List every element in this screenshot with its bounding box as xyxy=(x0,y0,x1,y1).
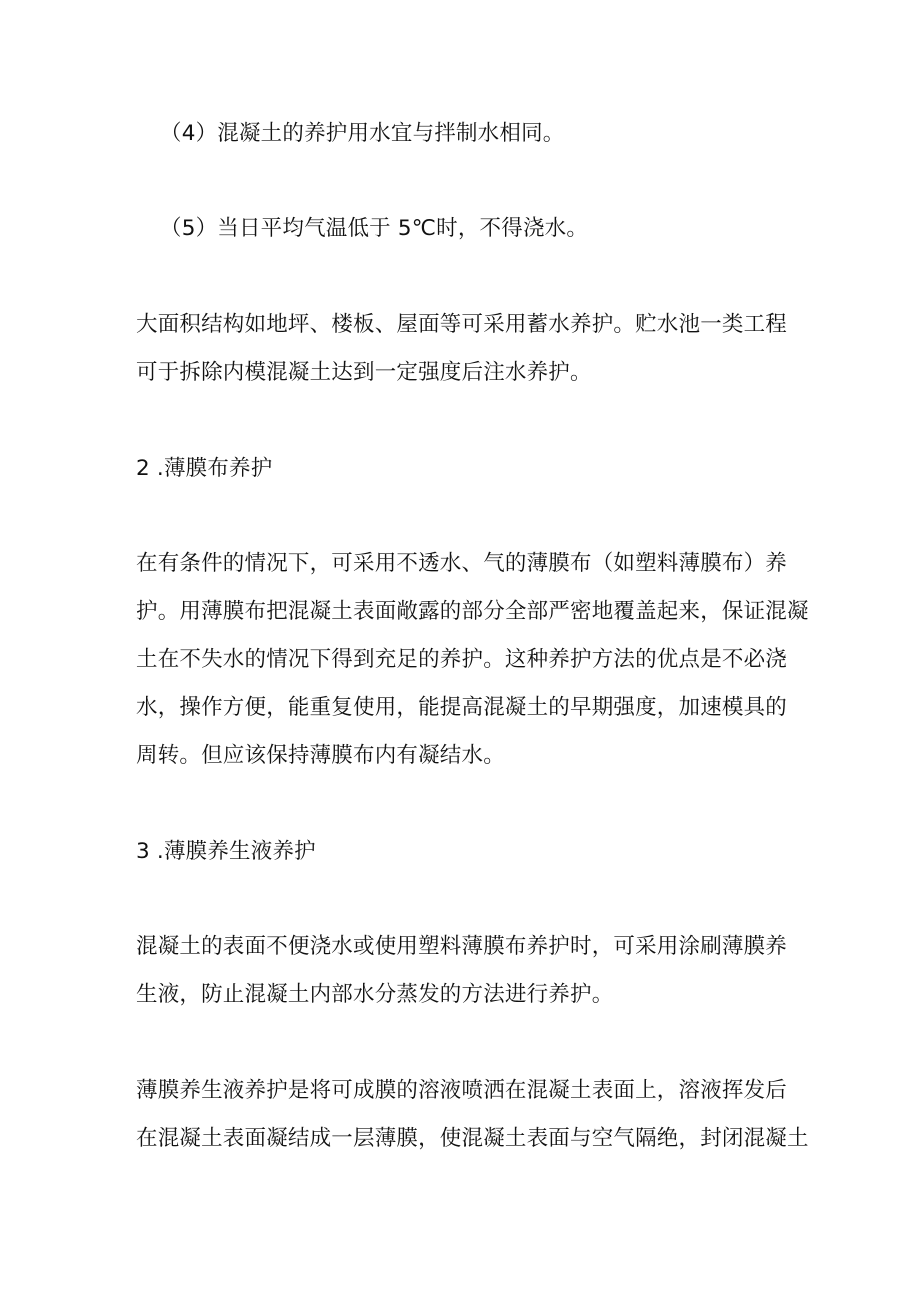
paragraph-line: 水，操作方便，能重复使用，能提高混凝土的早期强度，加速模具的 xyxy=(136,695,788,720)
paragraph-line: 护。用薄膜布把混凝土表面敞露的部分全部严密地覆盖起来，保证混凝 xyxy=(136,599,809,624)
section-heading-2: 2 .薄膜布养护 xyxy=(136,456,273,481)
paragraph-line: 周转。但应该保持薄膜布内有凝结水。 xyxy=(136,743,505,768)
list-item-5: （5）当日平均气温低于 5℃时，不得浇水。 xyxy=(160,216,589,241)
paragraph-line: 生液，防止混凝土内部水分蒸发的方法进行养护。 xyxy=(136,982,614,1007)
paragraph-line: 在混凝土表面凝结成一层薄膜，使混凝土表面与空气隔绝，封闭混凝土 xyxy=(136,1126,809,1151)
section-heading-3: 3 .薄膜养生液养护 xyxy=(136,839,316,864)
paragraph-line: 混凝土的表面不便浇水或使用塑料薄膜布养护时，可采用涂刷薄膜养 xyxy=(136,934,788,959)
list-item-4: （4）混凝土的养护用水宜与拌制水相同。 xyxy=(160,121,565,146)
paragraph-line: 在有条件的情况下，可采用不透水、气的薄膜布（如塑料薄膜布）养 xyxy=(136,551,788,576)
paragraph-line: 土在不失水的情况下得到充足的养护。这种养护方法的优点是不必浇 xyxy=(136,647,788,672)
paragraph-line: 大面积结构如地坪、楼板、屋面等可采用蓄水养护。贮水池一类工程 xyxy=(136,312,788,337)
paragraph-line: 可于拆除内模混凝土达到一定强度后注水养护。 xyxy=(136,360,592,385)
paragraph-line: 薄膜养生液养护是将可成膜的溶液喷洒在混凝土表面上，溶液挥发后 xyxy=(136,1078,788,1103)
